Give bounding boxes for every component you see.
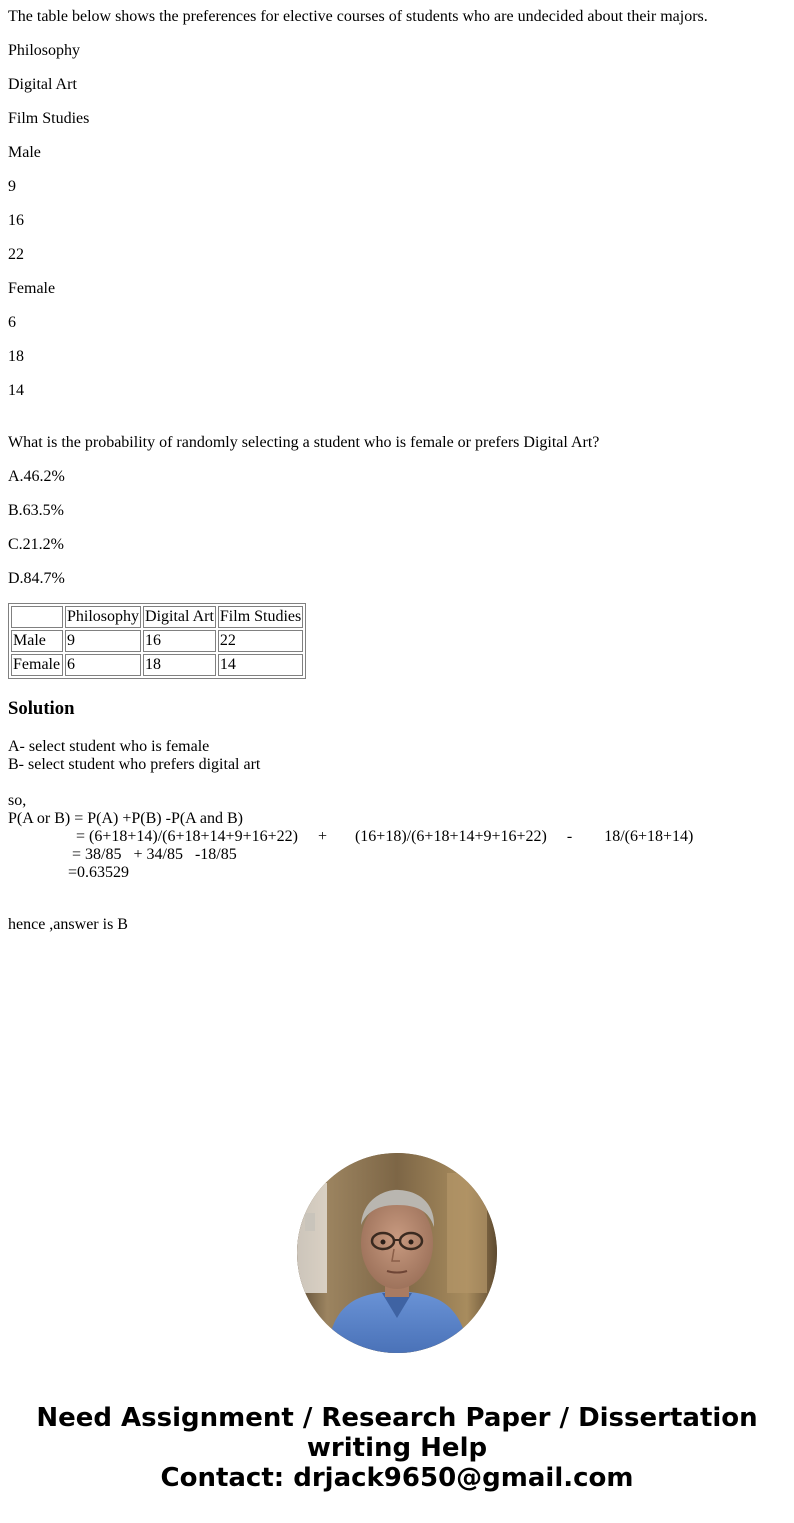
flat-item: 9 [8,178,16,195]
table-cell: 18 [143,654,216,676]
promo-line-1: Need Assignment / Research Paper / Dissertation [36,1403,758,1433]
promo-line-2: writing Help [306,1433,488,1463]
promo-contact: Contact: drjack9650@gmail.com [160,1463,634,1493]
document-body [8,0,788,934]
formula-step-2: = 38/85 + 34/85 -18/85 [8,846,237,863]
table-cell: Female [11,654,63,676]
solution-heading: Solution [8,698,75,719]
question-text: What is the probability of randomly selecting a student who is female or prefers Digital Art? [8,434,600,451]
table-cell: 6 [65,654,141,676]
author-photo [297,1153,497,1353]
table-row [11,630,303,652]
formula-line: P(A or B) = P(A) +P(B) -P(A and B) [8,810,243,827]
table-header-cell: Digital Art [143,606,216,628]
table-cell: 22 [218,630,303,652]
flat-item: Philosophy [8,42,81,59]
intro-text: The table below shows the preferences for elective courses of students who are undecided about their majors. [8,8,708,25]
definition-a: A- select student who is female [8,738,210,755]
definition-b: B- select student who prefers digital art [8,756,261,773]
portrait-image [297,1153,497,1353]
conclusion-text: hence ,answer is B [8,916,128,933]
table-header-row [11,606,303,628]
formula-step-3: =0.63529 [8,864,130,881]
table-cell: 16 [143,630,216,652]
option-b: B.63.5% [8,502,64,519]
table-cell: Male [11,630,63,652]
table-row [11,654,303,676]
option-d: D.84.7% [8,570,65,587]
preferences-table [8,603,306,679]
so-text: so, [8,792,27,809]
table-cell: 9 [65,630,141,652]
flat-item: 16 [8,212,24,229]
flat-item: 14 [8,382,24,399]
table-header-cell: Philosophy [65,606,141,628]
promo-footer [0,1403,794,1493]
flat-item: 18 [8,348,24,365]
flat-item: Digital Art [8,76,77,93]
formula-step-1: = (6+18+14)/(6+18+14+9+16+22) + (16+18)/(6+18+14+9+16+22) - 18/(6+18+14) [8,828,694,845]
flat-item: 22 [8,246,24,263]
flat-item: Film Studies [8,110,90,127]
blank-line [8,774,788,792]
table-header-cell: Film Studies [218,606,303,628]
table-cell: 14 [218,654,303,676]
table-header-cell [11,606,63,628]
flat-item: Male [8,144,41,161]
flat-item: Female [8,280,56,297]
flat-item: 6 [8,314,16,331]
option-c: C.21.2% [8,536,64,553]
option-a: A.46.2% [8,468,65,485]
